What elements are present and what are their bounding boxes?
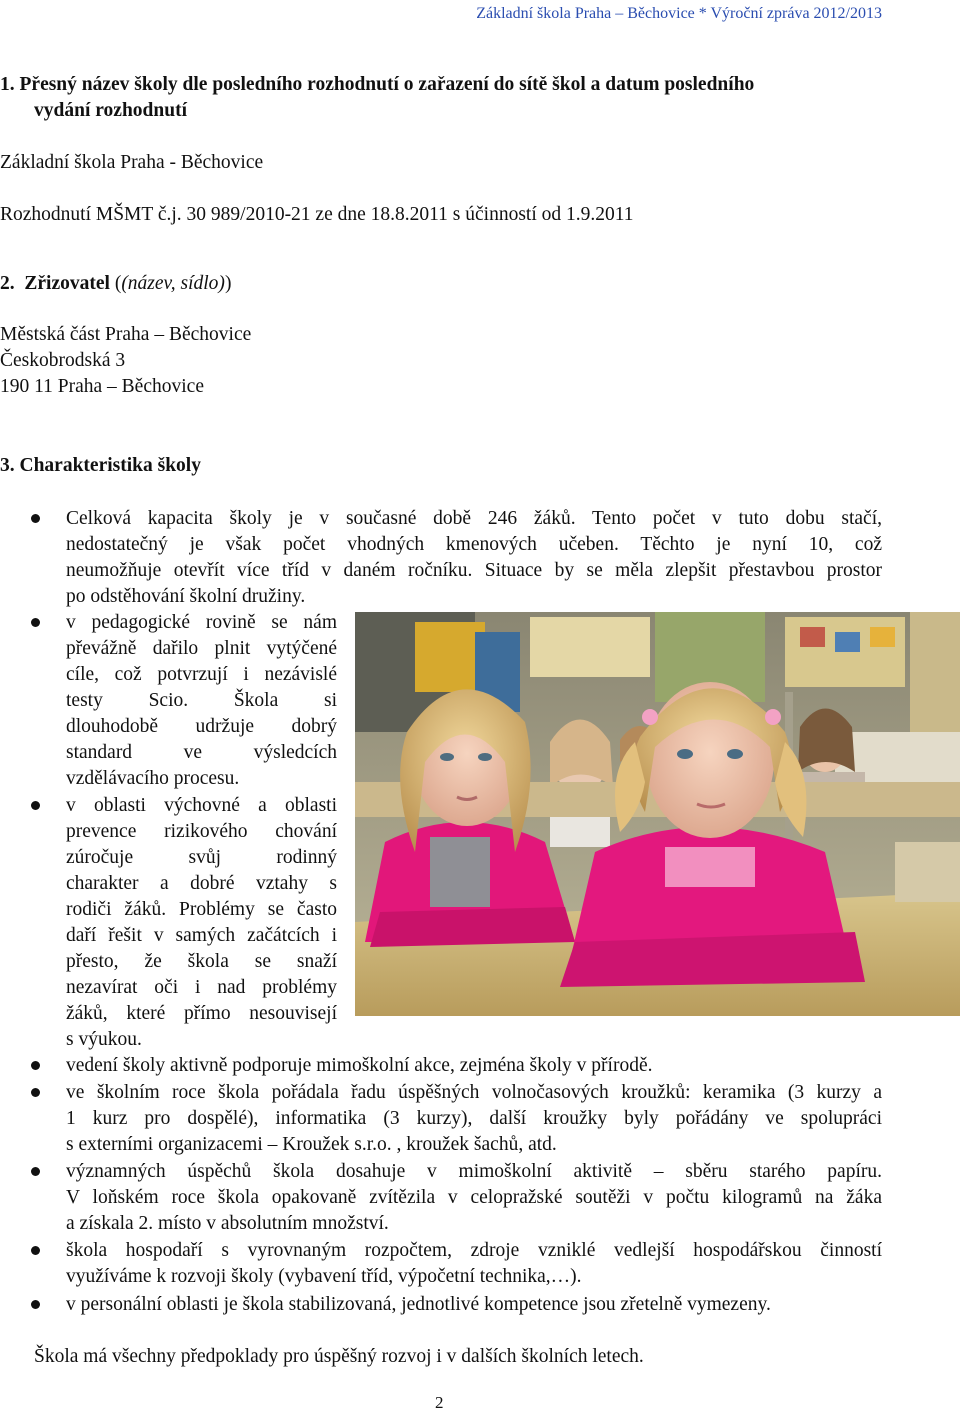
bullet-5-line: s externími organizacemi – Kroužek s.r.o. , kroužek šachů, atd. bbox=[66, 1134, 557, 1155]
bullet-1-line: neumožňuje otevřít více tříd v daném ročníku. Situace by se měla zlepšit přestavbou prostor bbox=[66, 560, 882, 581]
section-2-number: 2. bbox=[0, 273, 15, 294]
bullet-7-marker bbox=[31, 1246, 40, 1255]
bullet-4-line: vedení školy aktivně podporuje mimoškolní akce, zejména školy v přírodě. bbox=[66, 1055, 653, 1076]
bullet-6-marker bbox=[31, 1167, 40, 1176]
section-2-subtitle: ((název, sídlo)) bbox=[114, 273, 232, 294]
decision-text: Rozhodnutí MŠMT č.j. 30 989/2010-21 ze dne 18.8.2011 s účinností od 1.9.2011 bbox=[0, 204, 634, 225]
bullet-2-text bbox=[66, 610, 337, 792]
bullet-7-text bbox=[66, 1238, 882, 1290]
bullet-1-line: nedostatečný je však počet vhodných kmenových učeben. Těchto je nyní 10, což bbox=[66, 534, 882, 555]
section-3-heading: 3. Charakteristika školy bbox=[0, 455, 201, 476]
bullet-8-marker bbox=[31, 1300, 40, 1309]
bullet-2-line: v pedagogické rovině se nám bbox=[66, 612, 337, 633]
bullet-3-text bbox=[66, 793, 337, 1053]
bullet-6-line: významných úspěchů škola dosahuje v mimoškolní aktivitě – sběru starého papíru. bbox=[66, 1161, 882, 1182]
bullet-4-text bbox=[66, 1053, 882, 1079]
bullet-3-line: daří řešit v samých začátcích i bbox=[66, 925, 337, 946]
bullet-3-line: nezavírat oči i nad problémy bbox=[66, 977, 337, 998]
bullet-5-line: ve školním roce škola pořádala řadu úspěšných volnočasových kroužků: keramika (3 kurzy a bbox=[66, 1082, 882, 1103]
founder-line-2: Českobrodská 3 bbox=[0, 350, 126, 371]
closing-sentence: Škola má všechny předpoklady pro úspěšný rozvoj i v dalších školních letech. bbox=[34, 1346, 644, 1367]
bullet-6-line: a získala 2. místo v absolutním množství. bbox=[66, 1213, 389, 1234]
bullet-2-line: testy Scio. Škola si bbox=[66, 690, 337, 711]
bullet-7-line: využíváme k rozvoji školy (vybavení tříd, výpočetní technika,…). bbox=[66, 1266, 582, 1287]
bullet-5-line: 1 kurz pro dospělé), informatika (3 kurzy), další kroužky byly pořádány ve spolupráci bbox=[66, 1108, 882, 1129]
bullet-1-marker bbox=[31, 514, 40, 523]
bullet-7-line: škola hospodaří s vyrovnaným rozpočtem, zdroje vzniklé vedlejší hospodářskou činností bbox=[66, 1240, 882, 1261]
page-number: 2 bbox=[435, 1393, 444, 1412]
bullet-3-line: v oblasti výchovné a oblasti bbox=[66, 795, 337, 816]
bullet-2-line: standard ve výsledcích bbox=[66, 742, 337, 763]
bullet-1-text bbox=[66, 506, 882, 610]
bullet-1-line: Celková kapacita školy je v současné době 246 žáků. Tento počet v tuto dobu stačí, bbox=[66, 508, 882, 529]
school-name: Základní škola Praha - Běchovice bbox=[0, 152, 264, 173]
classroom-photo bbox=[355, 612, 960, 1016]
bullet-8-text bbox=[66, 1292, 882, 1318]
bullet-3-line: žáků, které přímo nesouvisejí bbox=[66, 1003, 337, 1024]
section-2-subtitle-text: (název, sídlo) bbox=[121, 273, 225, 294]
bullet-3-line: prevence rizikového chování bbox=[66, 821, 337, 842]
bullet-6-line: V loňském roce škola opakovaně zvítězila v celopražské soutěži v počtu kilogramů na žáka bbox=[66, 1187, 882, 1208]
bullet-2-line: vzdělávacího procesu. bbox=[66, 768, 240, 789]
bullet-2-marker bbox=[31, 618, 40, 627]
bullet-2-line: převážně dařilo plnit vytýčené bbox=[66, 638, 337, 659]
bullet-3-line: přesto, že škola se snaží bbox=[66, 951, 337, 972]
section-2-heading bbox=[0, 271, 231, 297]
bullet-3-line: s výukou. bbox=[66, 1029, 142, 1050]
bullet-5-text bbox=[66, 1080, 882, 1158]
bullet-5-marker bbox=[31, 1088, 40, 1097]
bullet-3-marker bbox=[31, 801, 40, 810]
bullet-8-line: v personální oblasti je škola stabilizovaná, jednotlivé kompetence jsou zřetelně vymezeny. bbox=[66, 1294, 771, 1315]
bullet-4-marker bbox=[31, 1061, 40, 1070]
founder-line-3: 190 11 Praha – Běchovice bbox=[0, 376, 204, 397]
section-1-heading-line-1: 1. Přesný název školy dle posledního rozhodnutí o zařazení do sítě škol a datum posledního bbox=[0, 74, 755, 95]
bullet-3-line: zúročuje svůj rodinný bbox=[66, 847, 337, 868]
bullet-3-line: rodiči žáků. Problémy se často bbox=[66, 899, 337, 920]
bullet-2-line: dlouhodobě udržuje dobrý bbox=[66, 716, 337, 737]
section-2-title: Zřizovatel bbox=[24, 273, 110, 294]
founder-line-1: Městská část Praha – Běchovice bbox=[0, 324, 252, 345]
bullet-3-line: charakter a dobré vztahy s bbox=[66, 873, 337, 894]
section-1-heading-line-2: vydání rozhodnutí bbox=[34, 100, 187, 121]
running-header: Základní škola Praha – Běchovice * Výroční zpráva 2012/2013 bbox=[476, 5, 882, 22]
bullet-2-line: cíle, což potvrzují i nezávislé bbox=[66, 664, 337, 685]
bullet-6-text bbox=[66, 1159, 882, 1237]
classroom-photo-illustration bbox=[355, 612, 960, 1016]
bullet-1-line: po odstěhování školní družiny. bbox=[66, 586, 306, 607]
